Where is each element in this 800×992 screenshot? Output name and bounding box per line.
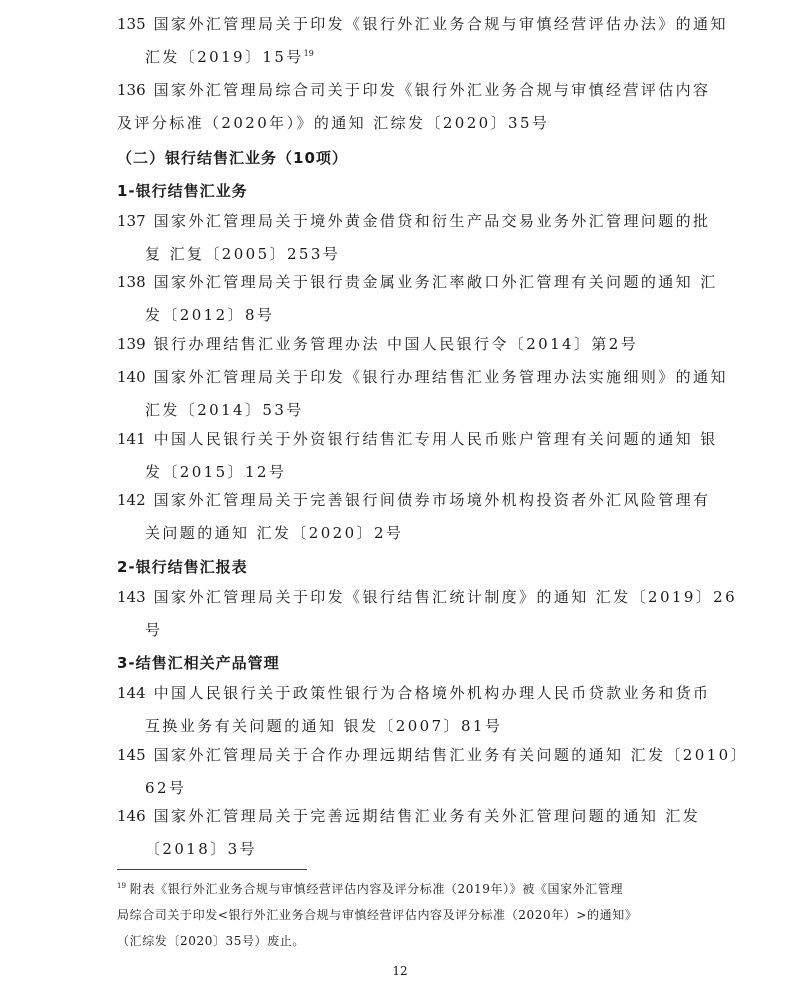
- footnote-divider: [117, 869, 307, 870]
- item-number: 144: [117, 684, 146, 702]
- item-number: 136: [117, 81, 146, 99]
- item-title-continuation: 复 汇复〔2005〕253号: [145, 245, 341, 263]
- subsection-heading: 1-银行结售汇业务: [117, 182, 248, 200]
- item-number: 145: [117, 746, 146, 764]
- item-number: 135: [117, 15, 146, 33]
- item-title-continuation: 关问题的通知 汇发〔2020〕2号: [145, 524, 404, 542]
- item-title-continuation: 发〔2012〕8号: [145, 306, 275, 324]
- item-number: 142: [117, 491, 146, 509]
- item-number: 138: [117, 273, 146, 291]
- item-title: 中国人民银行关于外资银行结售汇专用人民币账户管理有关问题的通知 银: [153, 430, 718, 448]
- item-title: 银行办理结售汇业务管理办法 中国人民银行令〔2014〕第2号: [153, 335, 639, 353]
- footnote-line: $^{19}$ 附表《银行外汇业务合规与审慎经营评估内容及评分标准（2019年）》被《国家外汇管理: [117, 882, 624, 896]
- subsection-heading: 2-银行结售汇报表: [117, 558, 248, 576]
- item-title: 中国人民银行关于政策性银行为合格境外机构办理人民币贷款业务和货币: [153, 684, 711, 702]
- item-title-continuation: 62号: [145, 779, 187, 797]
- item-title-continuation: 号: [145, 621, 163, 639]
- item-number: 143: [117, 588, 146, 606]
- footnote-reference: 19: [303, 49, 314, 58]
- item-title-continuation: 〔2018〕3号: [145, 840, 257, 858]
- footnote-line: 局综合司关于印发<银行外汇业务合规与审慎经营评估内容及评分标准（2020年）>的通知》: [117, 908, 638, 922]
- item-title: 国家外汇管理局关于印发《银行结售汇统计制度》的通知 汇发〔2019〕26: [153, 588, 738, 606]
- subsection-heading: 3-结售汇相关产品管理: [117, 654, 280, 672]
- item-title-continuation: 汇发〔2014〕53号: [145, 401, 304, 419]
- item-title: 国家外汇管理局关于完善银行间债券市场境外机构投资者外汇风险管理有: [153, 491, 711, 509]
- item-title: 国家外汇管理局关于合作办理远期结售汇业务有关问题的通知 汇发〔2010〕: [153, 746, 748, 764]
- item-title: 国家外汇管理局关于银行贵金属业务汇率敞口外汇管理有关问题的通知 汇: [153, 273, 718, 291]
- footnote-marker: 19: [117, 882, 126, 890]
- section-heading: （二）银行结售汇业务（10项）: [117, 149, 348, 167]
- item-title: 国家外汇管理局综合司关于印发《银行外汇业务合规与审慎经营评估内容: [153, 81, 711, 99]
- item-title: 国家外汇管理局关于印发《银行外汇业务合规与审慎经营评估办法》的通知: [153, 15, 728, 33]
- item-title: 国家外汇管理局关于境外黄金借贷和衍生产品交易业务外汇管理问题的批: [153, 212, 711, 230]
- item-number: 139: [117, 335, 146, 353]
- item-number: 137: [117, 212, 146, 230]
- item-number: 141: [117, 430, 146, 448]
- item-title-continuation: 及评分标准（2020年）》的通知 汇综发〔2020〕35号: [117, 114, 550, 132]
- item-number: 140: [117, 368, 146, 386]
- item-title: 国家外汇管理局关于印发《银行办理结售汇业务管理办法实施细则》的通知: [153, 368, 728, 386]
- item-title-continuation: 发〔2015〕12号: [145, 463, 287, 481]
- item-document-number: 汇发〔2019〕15号: [145, 48, 304, 66]
- item-title-continuation: 互换业务有关问题的通知 银发〔2007〕81号: [145, 717, 503, 735]
- page-number: 12: [392, 964, 408, 978]
- item-number: 146: [117, 807, 146, 825]
- footnote-line: （汇综发〔2020〕35号）废止。: [117, 934, 306, 948]
- item-title: 国家外汇管理局关于完善远期结售汇业务有关外汇管理问题的通知 汇发: [153, 807, 701, 825]
